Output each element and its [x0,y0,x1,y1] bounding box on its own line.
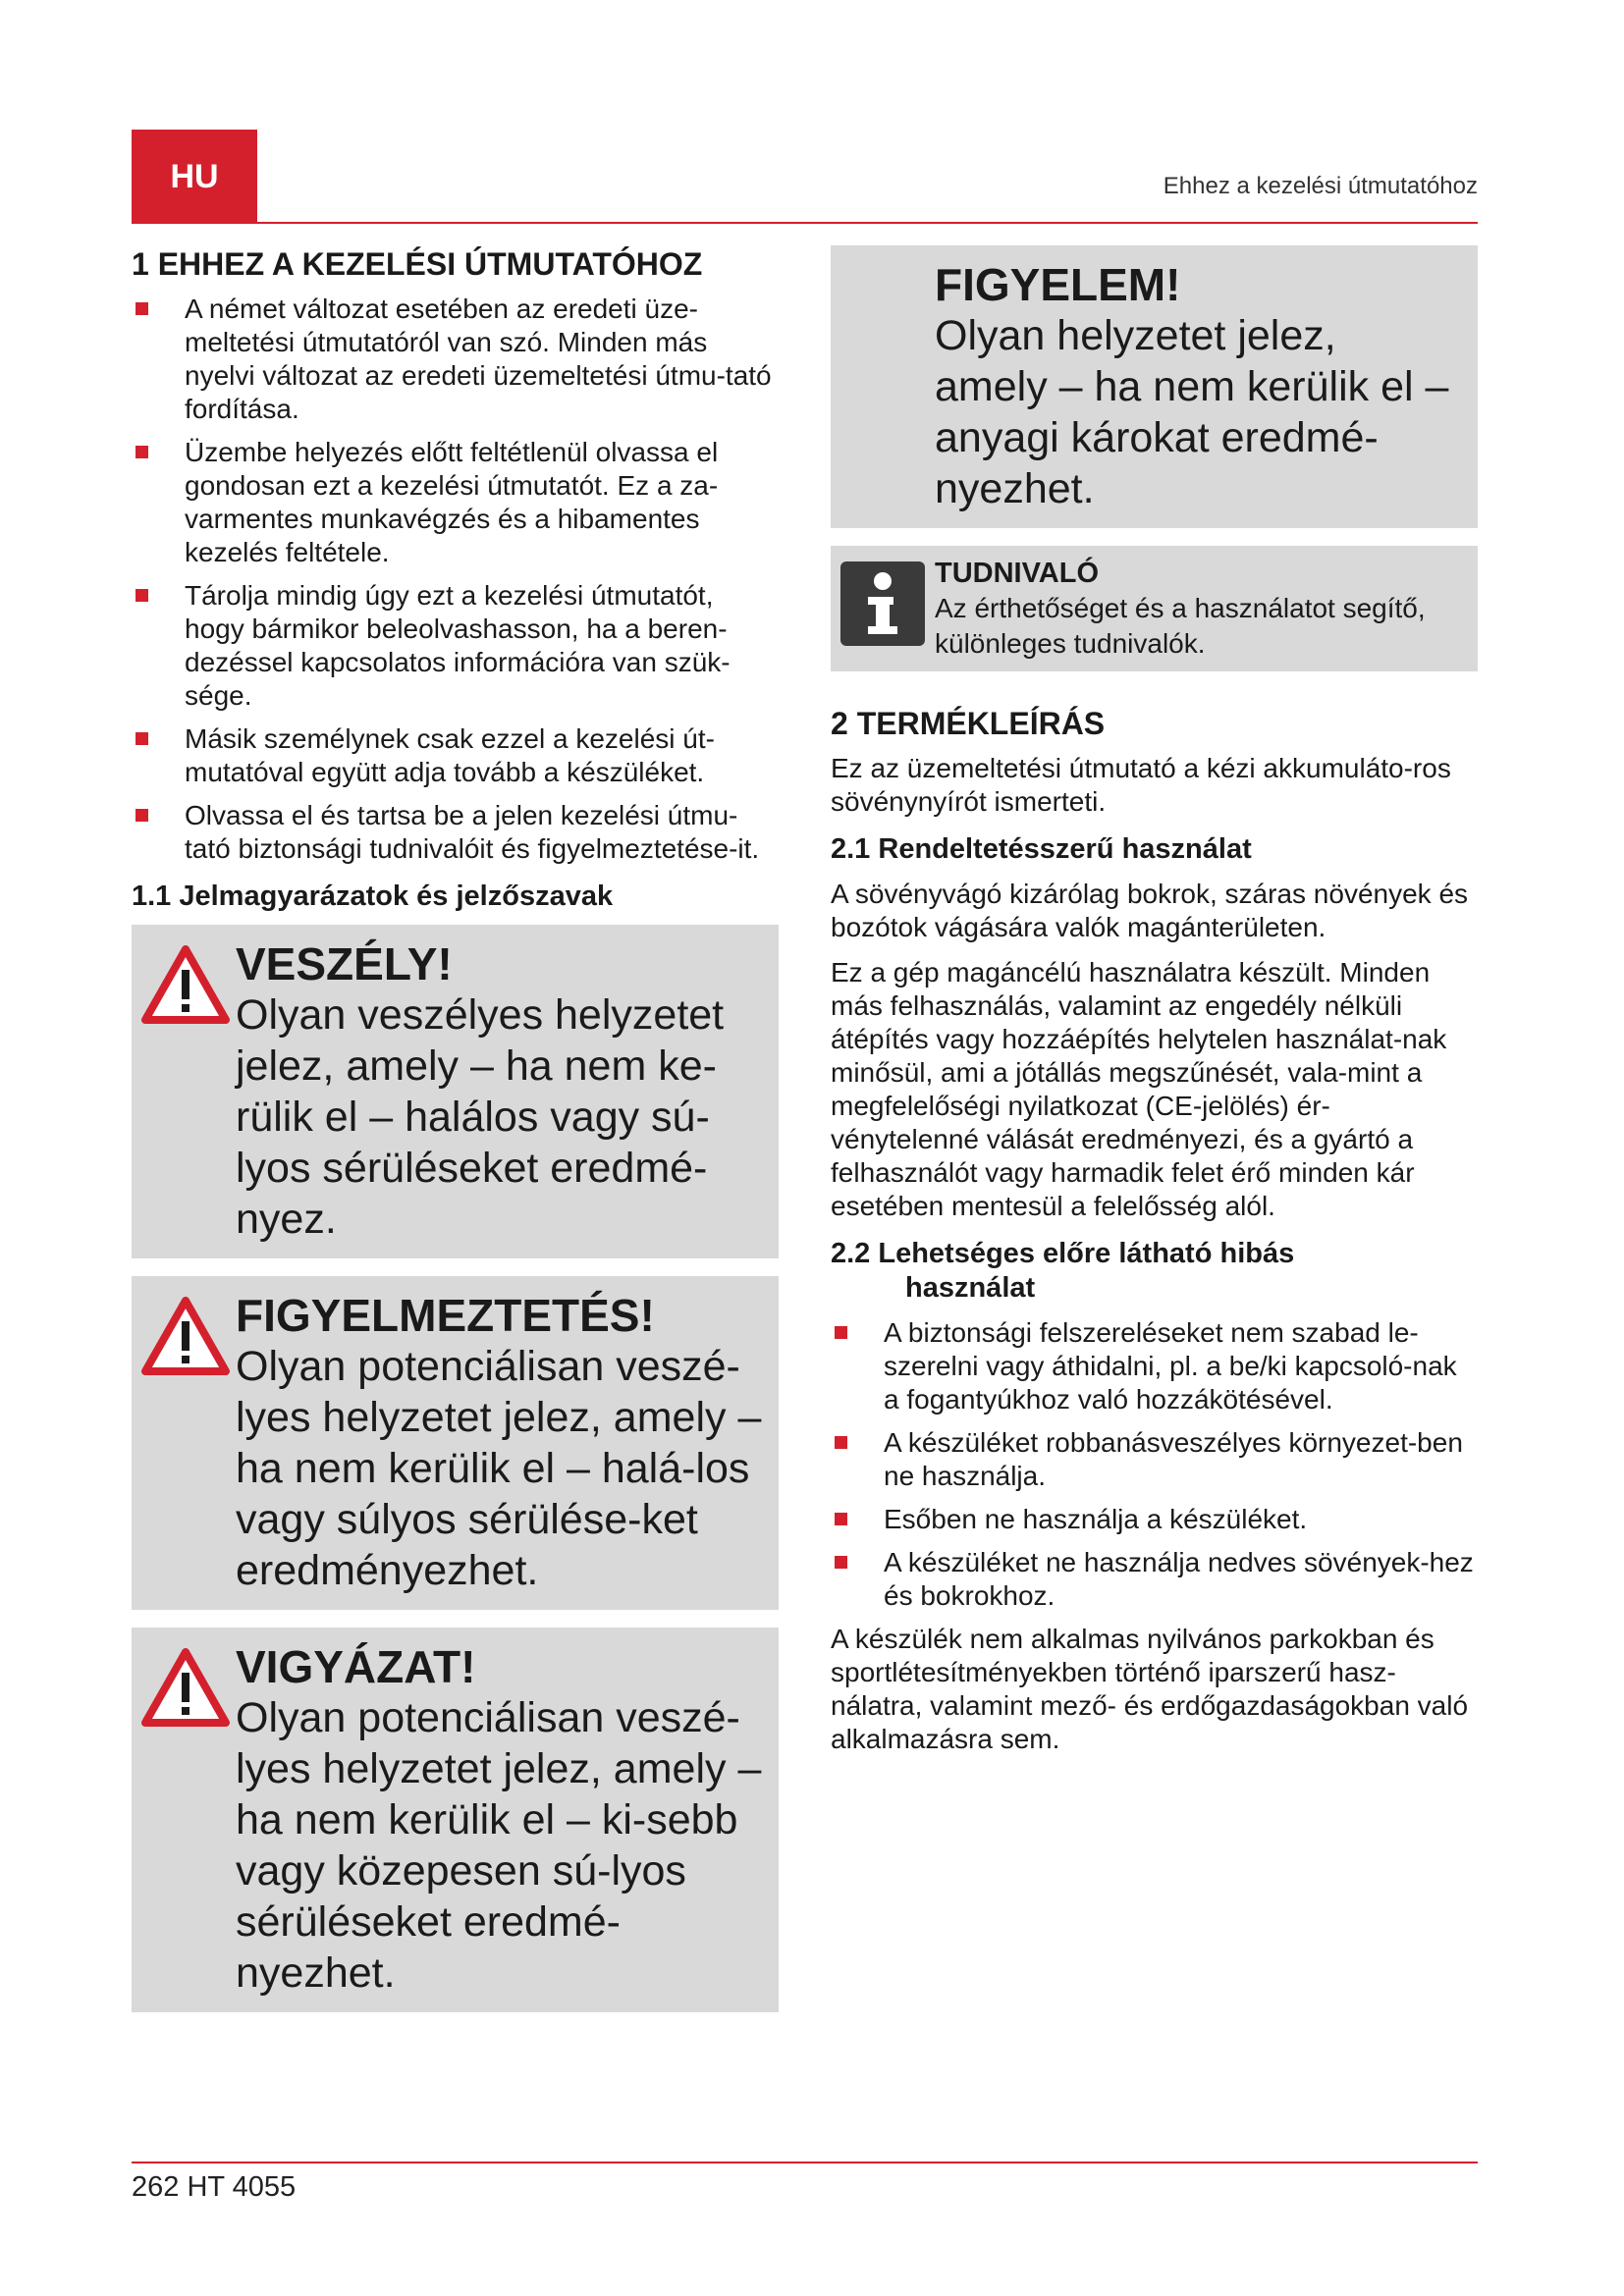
caution-signal-word: VIGYÁZAT! [236,1640,476,1692]
section-2-2-closing: A készülék nem alkalmas nyilvános parkokban és sportlétesítményekben történő iparszerű hasz-nálatra, valamint mező- és erdőgazdaságokban való alkalmazásra sem. [831,1623,1469,1754]
left-column [132,245,779,2030]
section-1-title: 1 EHHEZ A KEZELÉSI ÚTMUTATÓHOZ [132,246,703,282]
running-head: Ehhez a kezelési útmutatóhoz [1163,173,1478,199]
danger-text: Olyan veszélyes helyzetet jelez, amely – ha nem ke-rülik el – halálos vagy sú-lyos sérüléseket eredmé-nyez. [236,990,725,1243]
caution-box [132,1628,779,2012]
list-item: Üzembe helyezés előtt feltétlenül olvassa el gondosan ezt a kezelési útmutatót. Ez a za-varmentes munkavégzés és a hibamentes kezelés feltétele. [132,436,779,569]
list-item: A biztonsági felszereléseket nem szabad le-szerelni vagy áthidalni, pl. a be/ki kapcsoló-nak a fogantyúkhoz való hozzákötésével. [831,1316,1478,1416]
info-signal-word: TUDNIVALÓ [935,558,1100,589]
section-2-2-bullets [831,1316,1478,1613]
list-item: A készüléket ne használja nedves sövények-hez és bokrokhoz. [831,1546,1478,1613]
info-text: Az érthetőséget és a használatot segítő, különleges tudnivalók. [935,593,1426,659]
warning-box [132,1276,779,1610]
section-2-1-paragraph: A sövényvágó kizárólag bokrok, száras növények és bozótok vágására valók magánterületen. [831,878,1469,942]
section-2-2-title-line2: használat [905,1272,1036,1305]
section-2-1-title: 2.1 Rendeltetésszerű használat [831,833,1252,866]
section-2-intro: Ez az üzemeltetési útmutató a kézi akkumuláto-ros sövénynyírót ismerteti. [831,753,1451,818]
danger-box [132,925,779,1258]
list-item: Másik személynek csak ezzel a kezelési út-mutatóval együtt adja tovább a készüléket. [132,722,779,789]
list-item: A német változat esetében az eredeti üze-meltetési útmutatóról van szó. Minden más nyelvi változat az eredeti üzemeltetési útmu-tató fordítása. [132,293,779,426]
page-footer: 262 HT 4055 [132,2171,297,2203]
list-item: A készüléket robbanásveszélyes környezet-ben ne használja. [831,1426,1478,1493]
section-2-title: 2 TERMÉKLEÍRÁS [831,706,1106,741]
warning-triangle-icon [141,1647,230,1728]
caution-text: Olyan potenciálisan veszé-lyes helyzetet jelez, amely – ha nem kerülik el – ki-sebb vagy közepesen sú-lyos sérüléseket eredmé-nyezhet. [236,1693,762,1997]
list-item: Tárolja mindig úgy ezt a kezelési útmutatót, hogy bármikor beleolvashasson, ha a beren-dezéssel kapcsolatos információra van szük-sége. [132,579,779,713]
notice-box [831,245,1478,528]
language-badge: HU [132,130,257,224]
info-box [831,546,1478,671]
right-column [831,245,1478,1768]
notice-signal-word: FIGYELEM! [935,259,1181,310]
danger-signal-word: VESZÉLY! [236,937,453,989]
warning-signal-word: FIGYELMEZTETÉS! [236,1289,655,1341]
header-divider [132,222,1478,224]
section-2-1-paragraph: Ez a gép magáncélú használatra készült. Minden más felhasználás, valamint az engedély nélküli átépítés vagy hozzáépítés helytelen használat-nak minősül, ami a jótállás megszűnését, vala-mint a megfelelőségi nyilatkozat (CE-jelölés) ér-vénytelenné válását eredményezi, és a gyártó a felhasználót vagy harmadik felet érő minden kár esetében mentesül a felelősség alól. [831,956,1447,1221]
notice-text: Olyan helyzetet jelez, amely – ha nem kerülik el – anyagi károkat eredmé-nyezhet. [935,312,1449,512]
warning-triangle-icon [141,1296,230,1376]
section-2-2-title [831,1237,1478,1307]
section-1-1-title: 1.1 Jelmagyarázatok és jelzőszavak [132,881,614,913]
warning-triangle-icon [141,944,230,1025]
section-1-bullets [132,293,779,866]
list-item: Olvassa el és tartsa be a jelen kezelési útmu-tató biztonsági tudnivalóit és figyelmeztetése-it. [132,799,779,866]
section-2-2-title-line1: 2.2 Lehetséges előre látható hibás [831,1237,1295,1269]
footer-divider [132,2162,1478,2163]
warning-text: Olyan potenciálisan veszé-lyes helyzetet jelez, amely – ha nem kerülik el – halá-los vagy súlyos sérülése-ket eredményezhet. [236,1342,762,1594]
info-icon [840,561,925,646]
list-item: Esőben ne használja a készüléket. [831,1503,1478,1536]
